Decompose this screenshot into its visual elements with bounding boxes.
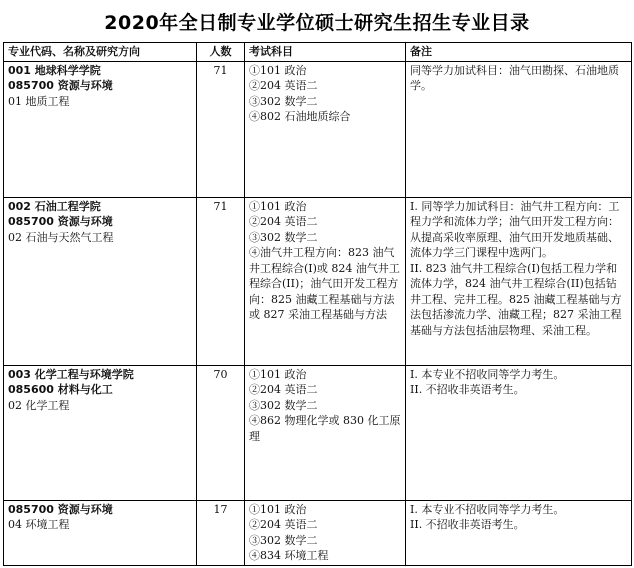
major-name: 085700 资源与环境 bbox=[8, 79, 113, 92]
exam-subject: ①101 政治 bbox=[249, 63, 307, 77]
exam-subject: ④802 石油地质综合 bbox=[249, 110, 351, 123]
note-text: 同等学力加试科目：油气田勘探、石油地质学。 bbox=[410, 63, 619, 92]
college-name: 003 化学工程与环境学院 bbox=[8, 367, 134, 381]
note-text: I. 本专业不招收同等学力考生。 bbox=[410, 502, 565, 516]
exam-subject: ④862 物理化学或 830 化工原理 bbox=[249, 414, 401, 443]
exam-subject: ②204 英语二 bbox=[249, 383, 318, 396]
college-name: 001 地球科学学院 bbox=[8, 63, 101, 77]
major-name: 085700 资源与环境 bbox=[8, 502, 113, 516]
note-text: II. 823 油气井工程综合(I)包括工程力学和流体力学，824 油气井工程综合(II)包括钻井工程、完井工程。825 油藏工程基础与方法包括渗流力学、油藏工程；827 采油工程基础与方法包括油层物理、采油工程。 bbox=[410, 261, 622, 337]
enrollment-count: 71 bbox=[197, 61, 245, 197]
table-row bbox=[4, 61, 632, 197]
table-row bbox=[4, 365, 632, 500]
research-direction: 01 地质工程 bbox=[8, 94, 70, 108]
table-header-row bbox=[4, 43, 632, 62]
exam-subject: ①101 政治 bbox=[249, 199, 307, 213]
major-cell bbox=[4, 61, 197, 197]
note-text: II. 不招收非英语考生。 bbox=[410, 383, 525, 396]
major-name: 085600 材料与化工 bbox=[8, 383, 113, 396]
exam-subject: ③302 数学二 bbox=[249, 230, 318, 244]
exam-subject: ③302 数学二 bbox=[249, 398, 318, 412]
notes-cell bbox=[406, 61, 632, 197]
exam-subject: ④834 环境工程 bbox=[249, 549, 329, 562]
research-direction: 04 环境工程 bbox=[8, 518, 70, 531]
note-text: I. 本专业不招收同等学力考生。 bbox=[410, 367, 565, 381]
research-direction: 02 石油与天然气工程 bbox=[8, 230, 114, 244]
enrollment-count: 17 bbox=[197, 500, 245, 565]
exam-subjects-cell bbox=[245, 197, 406, 365]
exam-subject: ④油气井工程方向：823 油气井工程综合(I)或 824 油气井工程综合(II)；油气田开发工程方向：825 油藏工程基础与方法或 827 采油工程基础与方法 bbox=[249, 246, 400, 321]
notes-cell bbox=[406, 500, 632, 565]
exam-subject: ①101 政治 bbox=[249, 367, 307, 381]
exam-subject: ③302 数学二 bbox=[249, 94, 318, 108]
note-text: I. 同等学力加试科目：油气井工程方向：工程力学和流体力学；油气田开发工程方向：从提高采收率原理、油气田开发地质基础、流体力学三门课程中选两门。 bbox=[410, 199, 620, 259]
notes-cell bbox=[406, 365, 632, 500]
exam-subjects-cell bbox=[245, 365, 406, 500]
research-direction: 02 化学工程 bbox=[8, 398, 70, 412]
major-cell bbox=[4, 365, 197, 500]
exam-subject: ②204 英语二 bbox=[249, 79, 318, 92]
major-cell bbox=[4, 197, 197, 365]
note-text: II. 不招收非英语考生。 bbox=[410, 518, 525, 531]
major-name: 085700 资源与环境 bbox=[8, 215, 113, 228]
exam-subjects-cell bbox=[245, 500, 406, 565]
enrollment-count: 71 bbox=[197, 197, 245, 365]
header-exam: 考试科目 bbox=[245, 43, 406, 62]
header-major: 专业代码、名称及研究方向 bbox=[4, 43, 197, 62]
table-row bbox=[4, 500, 632, 565]
header-count: 人数 bbox=[197, 43, 245, 62]
header-notes: 备注 bbox=[406, 43, 632, 62]
program-catalog-table bbox=[3, 42, 632, 566]
table-row bbox=[4, 197, 632, 365]
exam-subject: ②204 英语二 bbox=[249, 518, 318, 531]
college-name: 002 石油工程学院 bbox=[8, 199, 101, 213]
exam-subject: ①101 政治 bbox=[249, 502, 307, 516]
notes-cell bbox=[406, 197, 632, 365]
enrollment-count: 70 bbox=[197, 365, 245, 500]
major-cell bbox=[4, 500, 197, 565]
page-title: 2020年全日制专业学位硕士研究生招生专业目录 bbox=[104, 12, 530, 34]
exam-subject: ②204 英语二 bbox=[249, 215, 318, 228]
exam-subject: ③302 数学二 bbox=[249, 533, 318, 547]
exam-subjects-cell bbox=[245, 61, 406, 197]
